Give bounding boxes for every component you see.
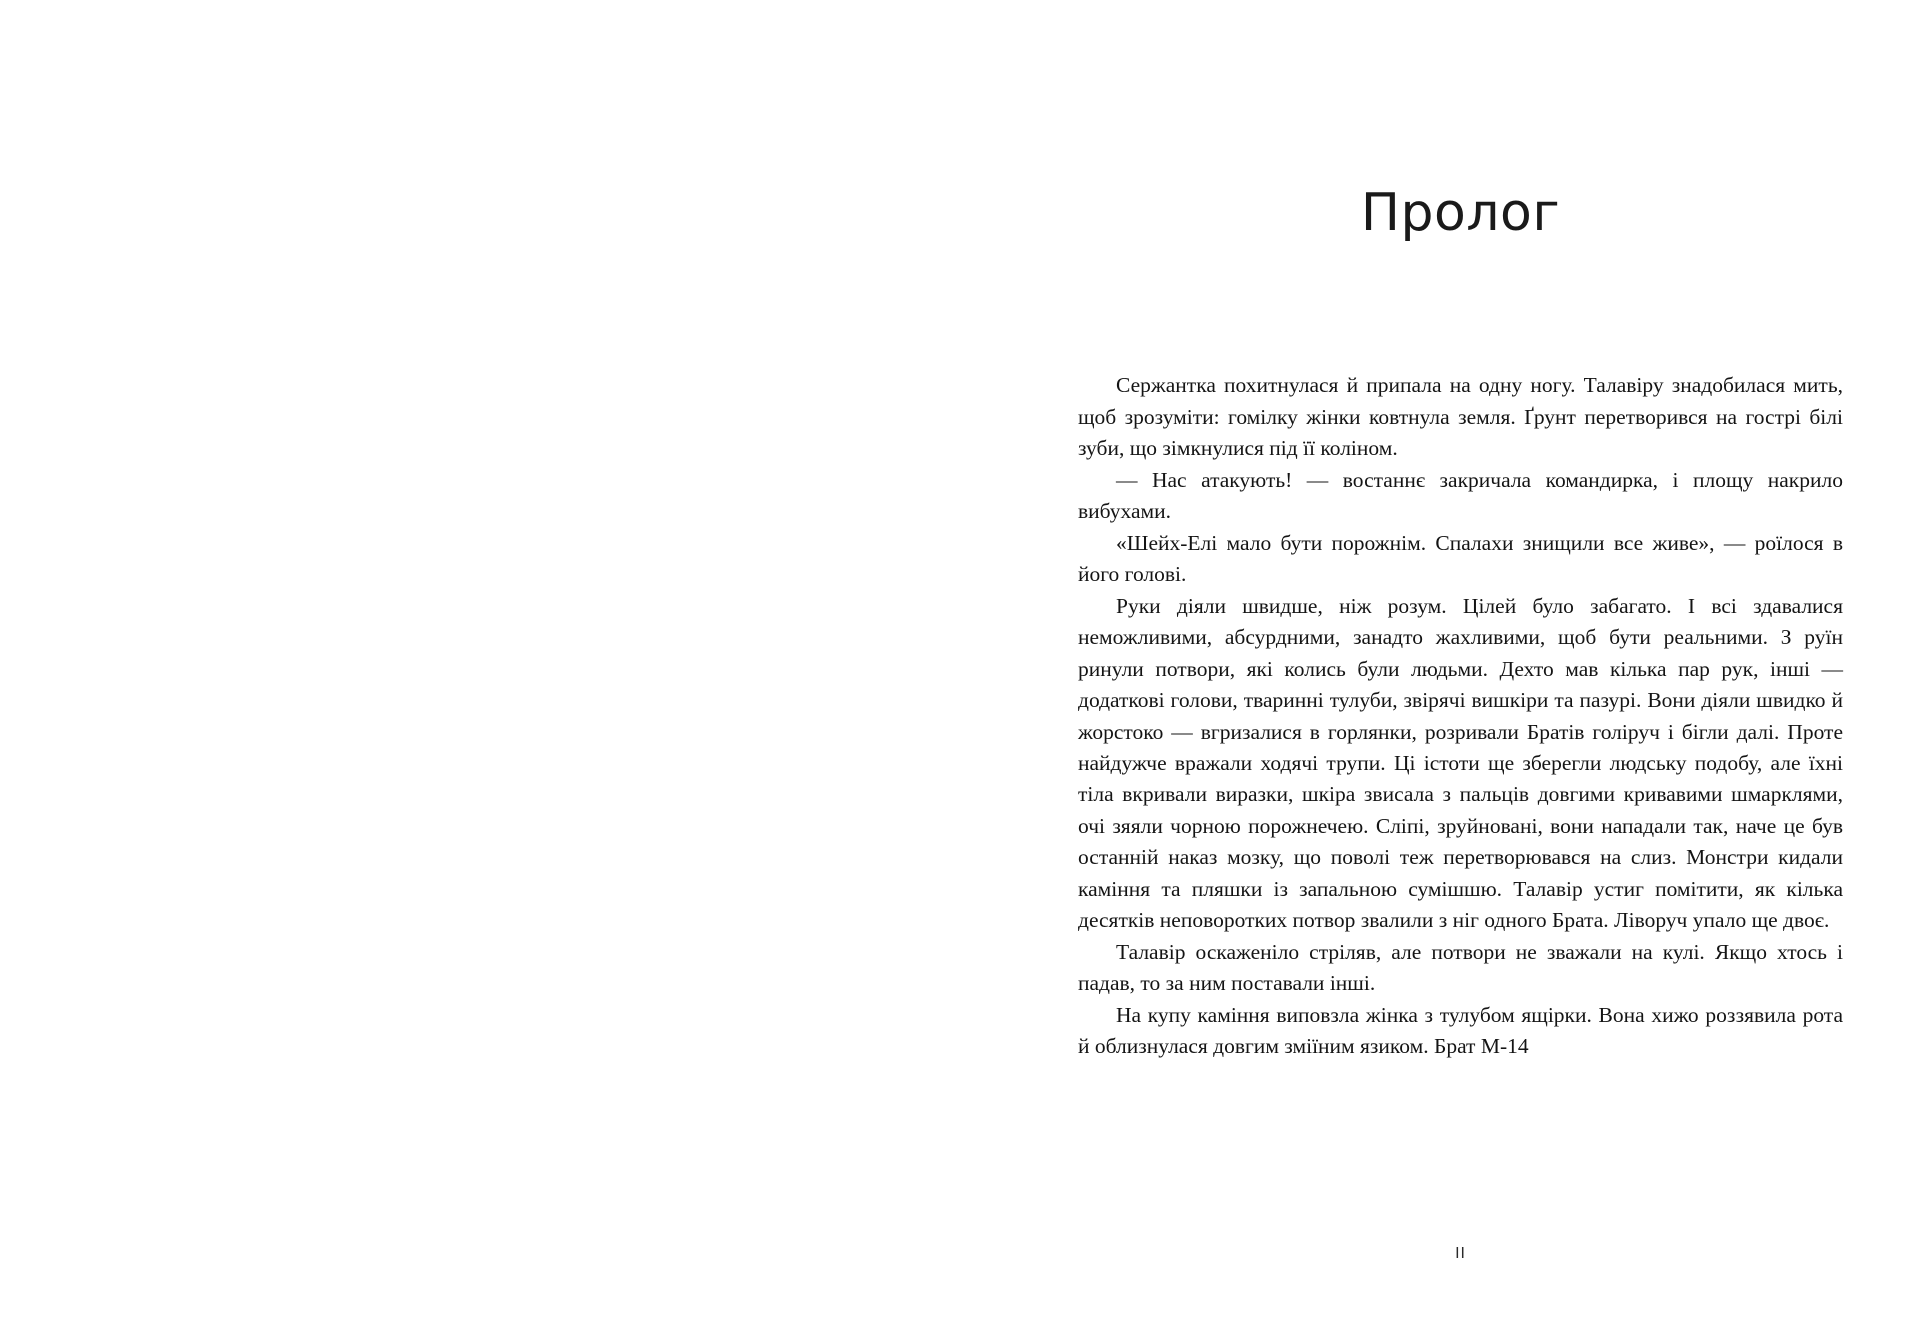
paragraph: «Шейх-Елі мало бути порожнім. Спалахи знищили все живе», — роїлося в його голові. — [1078, 530, 1843, 587]
paragraph: — Нас атакують! — востаннє закричала командирка, і площу накрило вибухами. — [1078, 467, 1843, 524]
paragraph: Руки діяли швидше, ніж розум. Цілей було забагато. І всі здавалися неможливими, абсурдними, занадто жахливими, щоб бути реальними. З руїн ринули потвори, які колись були людьми. Дехто мав кілька пар рук, інші — додаткові голови, тваринні тулуби, звірячі вишкіри та пазурі. Вони діяли швидко й жорстоко — вгризалися в горлянки, розривали Братів голіруч і бігли далі. Проте найдужче вражали ходячі трупи. Ці істоти ще зберегли людську подобу, але їхні тіла вкривали виразки, шкіра звисала з пальців довгими кривавими шмарклями, очі зяяли чорною порожнечею. Сліпі, зруйновані, вони нападали так, наче це був останній наказ мозку, що поволі теж перетворювався на слиз. Монстри кидали каміння та пляшки із запальною сумішшю. Талавір устиг помітити, як кілька десятків неповоротких потвор звалили з ніг одного Брата. Ліворуч упало ще двоє. — [1078, 593, 1843, 933]
body-text — [1078, 370, 1843, 1063]
page-number: II — [1455, 1244, 1466, 1262]
page-title: Пролог — [1360, 183, 1561, 243]
paragraph: Талавір оскаженіло стріляв, але потвори не зважали на кулі. Якщо хтось і падав, то за ним поставали інші. — [1078, 939, 1843, 996]
paragraph: На купу каміння виповзла жінка з тулубом ящірки. Вона хижо роззявила рота й облизнулася довгим зміїним язиком. Брат М-14 — [1078, 1002, 1843, 1059]
paragraph: Сержантка похитнулася й припала на одну ногу. Талавіру знадобилася мить, щоб зрозуміти: гомілку жінки ковтнула земля. Ґрунт перетворився на гострі білі зуби, що зімкнулися під її коліном. — [1078, 373, 1843, 461]
text-column — [1078, 0, 1843, 1322]
